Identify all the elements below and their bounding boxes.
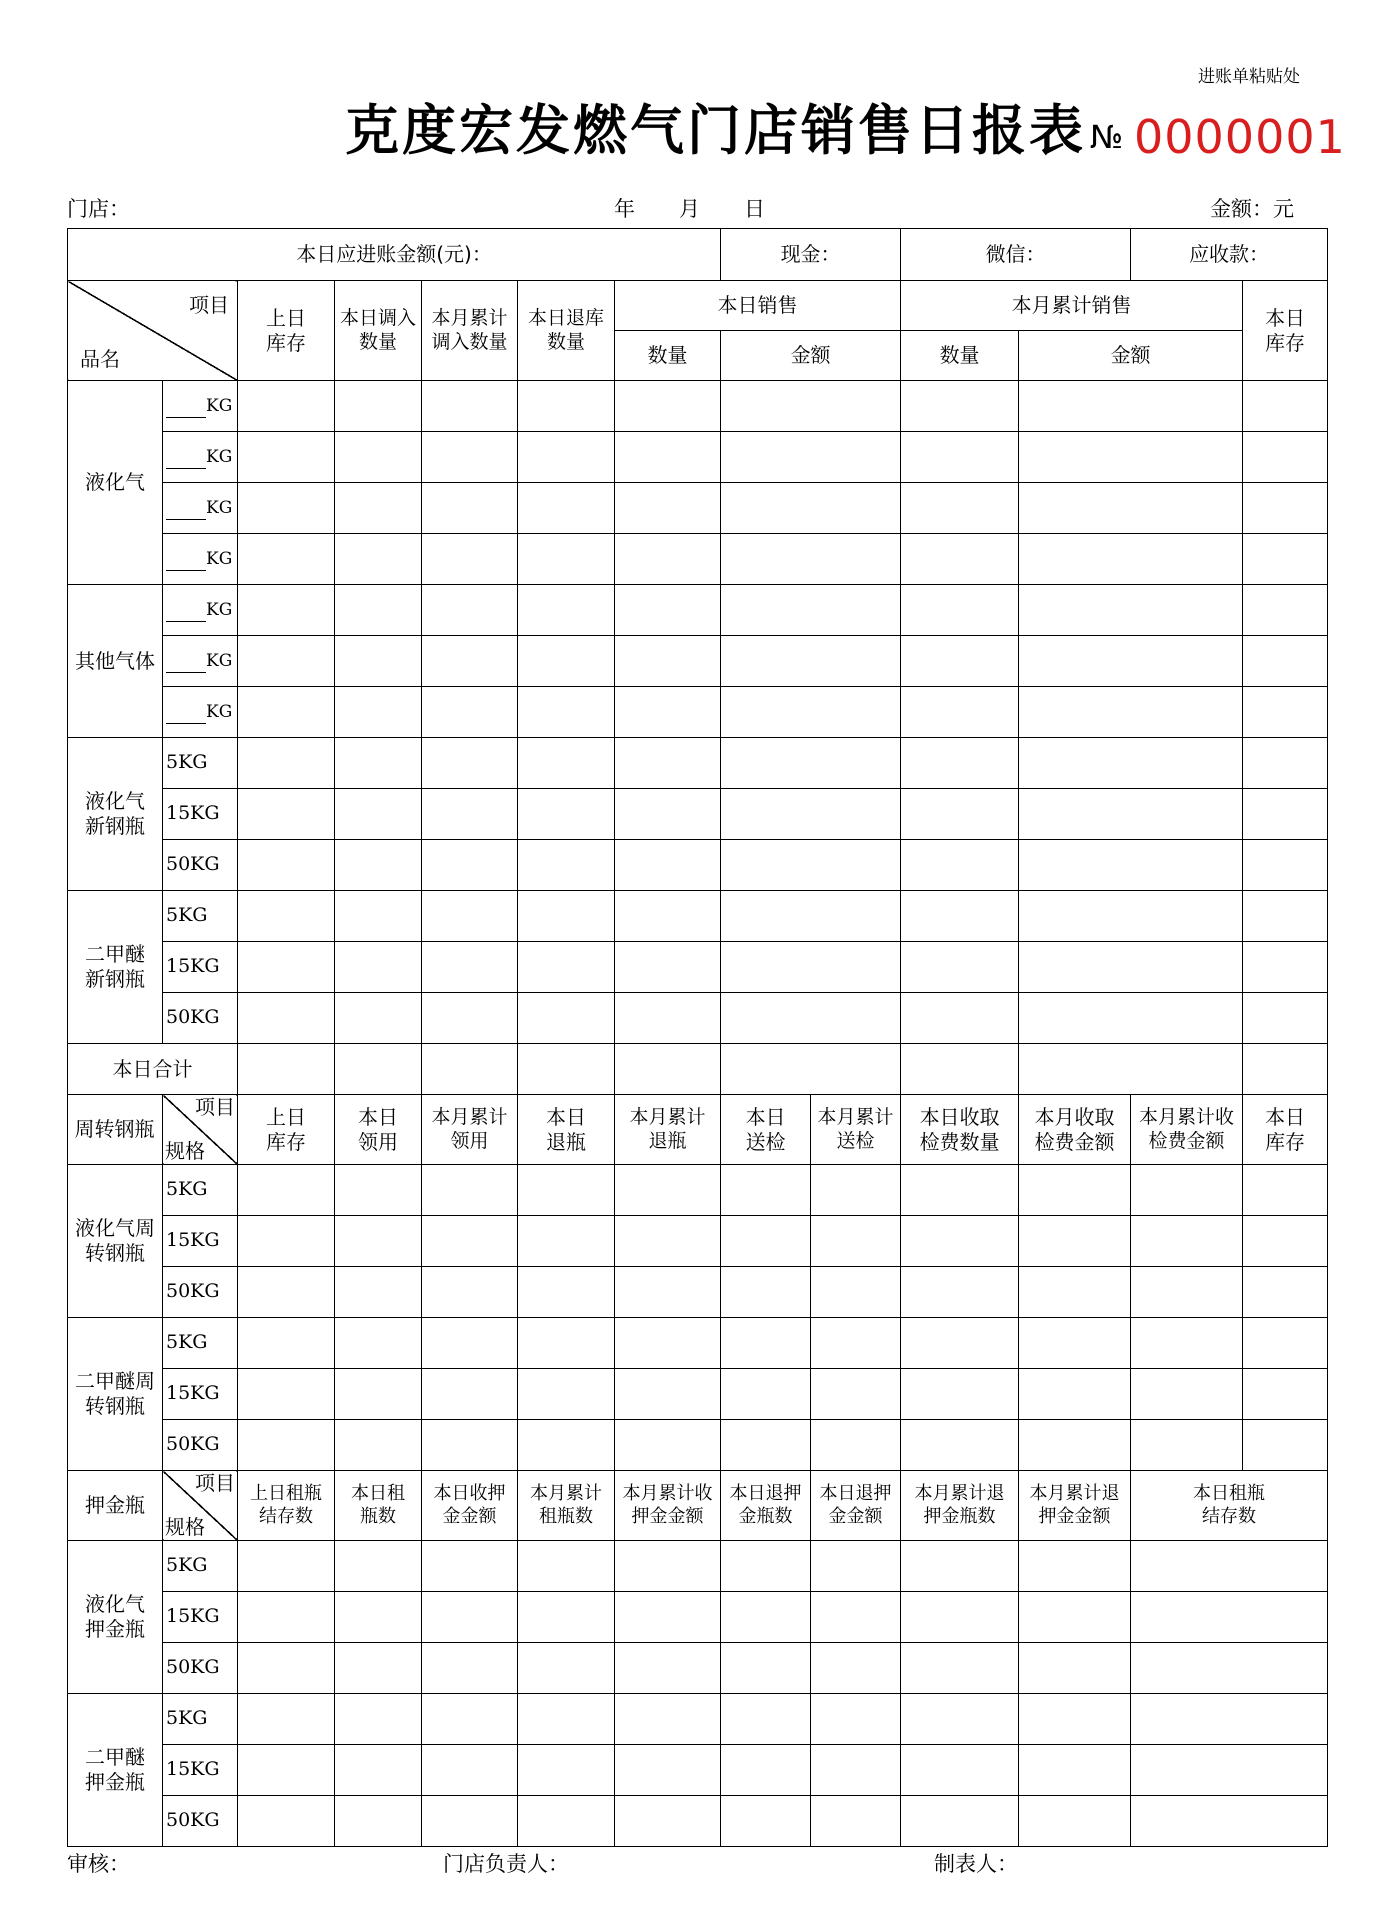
- lpg-new-row: [68, 789, 1328, 840]
- store-label: 门店：: [67, 197, 130, 221]
- wechat-label: 微信：: [985, 242, 1046, 266]
- today-qty-header: 数量: [615, 331, 721, 381]
- other-gas-row: [68, 636, 1328, 687]
- month-label: 月: [679, 197, 700, 221]
- spec-5kg: 5KG: [163, 891, 238, 942]
- lpg-row: [68, 483, 1328, 534]
- dme-new-row: [68, 993, 1328, 1044]
- product-label: 品名: [80, 347, 120, 371]
- dme-deposit-row: [68, 1796, 1328, 1847]
- turnover-col-7: 本月累计送检: [811, 1095, 901, 1165]
- kg-blank-spec[interactable]: KG: [163, 687, 238, 738]
- month-qty-header: 数量: [901, 331, 1019, 381]
- other-gas-row: [68, 687, 1328, 738]
- item-label: 项目: [195, 1095, 235, 1119]
- receivable-label: 应收款：: [1189, 242, 1270, 266]
- serial-symbol: №: [1090, 118, 1124, 156]
- turnover-col-1: 上日库存: [238, 1095, 335, 1165]
- spec-5kg: 5KG: [163, 1165, 238, 1216]
- deposit-col-4: 本月累计租瓶数: [518, 1471, 615, 1541]
- dme-deposit-row: [68, 1694, 1328, 1745]
- month-amount-header: 金额: [1019, 331, 1243, 381]
- lpg-deposit-row: [68, 1643, 1328, 1694]
- cash-label: 现金：: [780, 242, 841, 266]
- cash-cell[interactable]: [721, 229, 901, 281]
- spec-5kg: 5KG: [163, 1541, 238, 1592]
- lpg-row: [68, 534, 1328, 585]
- day-label: 日: [744, 197, 765, 221]
- spec-label: 规格: [165, 1515, 205, 1539]
- deposit-col-7: 本日退押金金额: [811, 1471, 901, 1541]
- item-product-header: [68, 281, 238, 381]
- dme-turnover-row: [68, 1420, 1328, 1471]
- month-sales-header: 本月累计销售: [901, 281, 1243, 331]
- spec-5kg: 5KG: [163, 1318, 238, 1369]
- spec-15kg: 15KG: [163, 1745, 238, 1796]
- turnover-col-4: 本日退瓶: [518, 1095, 615, 1165]
- receivable-cell[interactable]: [1131, 229, 1328, 281]
- dme-turnover-row: [68, 1369, 1328, 1420]
- item-label: 项目: [195, 1471, 235, 1495]
- serial-number: 0000001: [1134, 110, 1346, 164]
- manager-label: 门店负责人：: [443, 1852, 569, 1876]
- lpg-turnover-row: [68, 1267, 1328, 1318]
- deposit-col-2: 本日租瓶数: [335, 1471, 422, 1541]
- spec-50kg: 50KG: [163, 1420, 238, 1471]
- review-label: 审核：: [67, 1852, 130, 1876]
- month-in-header: 本月累计调入数量: [422, 281, 518, 381]
- deposit-col-9: 本月累计退押金金额: [1019, 1471, 1131, 1541]
- deposit-col-5: 本月累计收押金金额: [615, 1471, 721, 1541]
- other-gas-row: [68, 585, 1328, 636]
- amount-label: 金额：元: [1210, 197, 1294, 221]
- kg-blank-spec[interactable]: KG: [163, 636, 238, 687]
- dme-deposit-row: [68, 1745, 1328, 1796]
- spec-15kg: 15KG: [163, 1369, 238, 1420]
- lpg-new-row: [68, 840, 1328, 891]
- today-return-header: 本日退库数量: [518, 281, 615, 381]
- dme-new-group-label: 二甲醚新钢瓶: [68, 891, 163, 1044]
- item-spec-header: [163, 1095, 238, 1165]
- kg-blank-spec[interactable]: KG: [163, 483, 238, 534]
- lpg-deposit-row: [68, 1592, 1328, 1643]
- turnover-header-row: [68, 1095, 1328, 1165]
- item-spec-header: [163, 1471, 238, 1541]
- deposit-col-3: 本日收押金金额: [422, 1471, 518, 1541]
- turnover-col-5: 本月累计退瓶: [615, 1095, 721, 1165]
- turnover-col-9: 本月收取检费金额: [1019, 1095, 1131, 1165]
- lpg-row: [68, 381, 1328, 432]
- sales-header-row-1: [68, 281, 1328, 331]
- deposit-section-label: 押金瓶: [68, 1471, 163, 1541]
- item-label: 项目: [189, 293, 229, 317]
- dme-new-row: [68, 891, 1328, 942]
- lpg-turnover-row: [68, 1216, 1328, 1267]
- lpg-group-label: 液化气: [68, 381, 163, 585]
- deposit-col-10: 本日租瓶结存数: [1131, 1471, 1328, 1541]
- deposit-header-row: [68, 1471, 1328, 1541]
- spec-50kg: 50KG: [163, 1796, 238, 1847]
- summary-row: [68, 229, 1328, 281]
- turnover-col-11: 本日库存: [1243, 1095, 1328, 1165]
- spec-5kg: 5KG: [163, 738, 238, 789]
- paste-note: 进账单粘贴处: [1198, 67, 1300, 87]
- lpg-turnover-group-label: 液化气周转钢瓶: [68, 1165, 163, 1318]
- prev-stock-header: 上日库存: [238, 281, 335, 381]
- turnover-section-label: 周转钢瓶: [68, 1095, 163, 1165]
- lpg-row: [68, 432, 1328, 483]
- kg-blank-spec[interactable]: KG: [163, 432, 238, 483]
- daily-report-table: [67, 228, 1328, 1847]
- turnover-col-8: 本日收取检费数量: [901, 1095, 1019, 1165]
- today-sales-header: 本日销售: [615, 281, 901, 331]
- dme-turnover-group-label: 二甲醚周转钢瓶: [68, 1318, 163, 1471]
- lpg-turnover-row: [68, 1165, 1328, 1216]
- today-stock-header: 本日库存: [1243, 281, 1328, 381]
- other-gas-group-label: 其他气体: [68, 585, 163, 738]
- kg-blank-spec[interactable]: KG: [163, 585, 238, 636]
- spec-50kg: 50KG: [163, 840, 238, 891]
- due-amount-cell[interactable]: [68, 229, 721, 281]
- wechat-cell[interactable]: [901, 229, 1131, 281]
- spec-15kg: 15KG: [163, 1216, 238, 1267]
- spec-5kg: 5KG: [163, 1694, 238, 1745]
- spec-50kg: 50KG: [163, 1643, 238, 1694]
- spec-15kg: 15KG: [163, 942, 238, 993]
- today-in-header: 本日调入数量: [335, 281, 422, 381]
- today-amount-header: 金额: [721, 331, 901, 381]
- lpg-new-row: [68, 738, 1328, 789]
- turnover-col-10: 本月累计收检费金额: [1131, 1095, 1243, 1165]
- lpg-new-group-label: 液化气新钢瓶: [68, 738, 163, 891]
- daily-total-row: [68, 1044, 1328, 1095]
- spec-15kg: 15KG: [163, 1592, 238, 1643]
- dme-turnover-row: [68, 1318, 1328, 1369]
- dme-deposit-group-label: 二甲醚押金瓶: [68, 1694, 163, 1847]
- dme-new-row: [68, 942, 1328, 993]
- spec-50kg: 50KG: [163, 993, 238, 1044]
- deposit-col-8: 本月累计退押金瓶数: [901, 1471, 1019, 1541]
- turnover-col-3: 本月累计领用: [422, 1095, 518, 1165]
- spec-50kg: 50KG: [163, 1267, 238, 1318]
- spec-15kg: 15KG: [163, 789, 238, 840]
- preparer-label: 制表人：: [934, 1852, 1018, 1876]
- turnover-col-2: 本日领用: [335, 1095, 422, 1165]
- lpg-deposit-group-label: 液化气押金瓶: [68, 1541, 163, 1694]
- year-label: 年: [614, 197, 635, 221]
- kg-blank-spec[interactable]: KG: [163, 381, 238, 432]
- form-title: 克度宏发燃气门店销售日报表: [345, 98, 1086, 162]
- kg-blank-spec[interactable]: KG: [163, 534, 238, 585]
- spec-label: 规格: [165, 1139, 205, 1163]
- deposit-col-1: 上日租瓶结存数: [238, 1471, 335, 1541]
- turnover-col-6: 本日送检: [721, 1095, 811, 1165]
- due-amount-label: 本日应进账金额(元)：: [296, 242, 492, 266]
- deposit-col-6: 本日退押金瓶数: [721, 1471, 811, 1541]
- daily-total-label: 本日合计: [68, 1044, 238, 1095]
- lpg-deposit-row: [68, 1541, 1328, 1592]
